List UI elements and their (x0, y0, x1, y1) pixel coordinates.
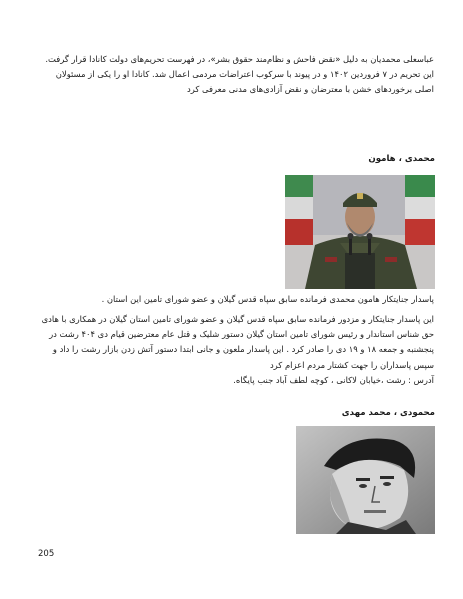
paragraph-details: این پاسدار جنایتکار و مزدور فرمانده سابق سپاه قدس گیلان و عضو شورای تامین استان گیلان در همکاری با هادی حق شناس استاندار و رئیس شورای تامین استان گیلان دستور شلیک و قتل عام معترضین قیام دی ۴۰۴ رشت در پنجشنبه و جمعه ۱۸ و ۱۹ دی را صادر کرد . این پاسدار ملعون و جانی ابتدا دستور آتش زدن بازار رشت را داد و سپس پاسداران را جهت کشتار مردم اعزام کرد (41, 314, 434, 370)
paragraph-sanctions: عباسعلی محمدیان به دلیل «نقض فاحش و نظام‌مند حقوق بشر»، در فهرست تحریم‌های دولت کانادا قرار گرفت. این تحریم در ۷ فروردین ۱۴۰۲ و در پیوند با سرکوب اعتراضات مردمی اعمال شد. کانادا او را یکی از مسئولان اصلی برخوردهای خشن با معترضان و نقض آزادی‌های مدنی معرفی کرد (45, 54, 434, 95)
portrait-black-and-white-image (296, 426, 435, 534)
heading-mohammadi-hamoun: محمدی ، هامون (368, 154, 435, 164)
address-line: آدرس : رشت ،خیابان لاکانی ، کوچه لطف آباد جنب پایگاه. (233, 374, 434, 385)
portrait-military-officer-image (285, 175, 435, 289)
page-number: 205 (38, 549, 55, 559)
heading-mahmoudi-mohammad-mahdi: محمودی ، محمد مهدی (341, 408, 435, 418)
paragraph-details-block (40, 312, 434, 388)
photo-hamoun-mohammadi (285, 175, 435, 289)
paragraph-summary: پاسدار جنایتکار هامون محمدی فرمانده سابق سپاه قدس گیلان و عضو شورای تامین این استان . (101, 294, 434, 304)
photo-mohammad-mahdi-mahmoudi (296, 426, 435, 534)
